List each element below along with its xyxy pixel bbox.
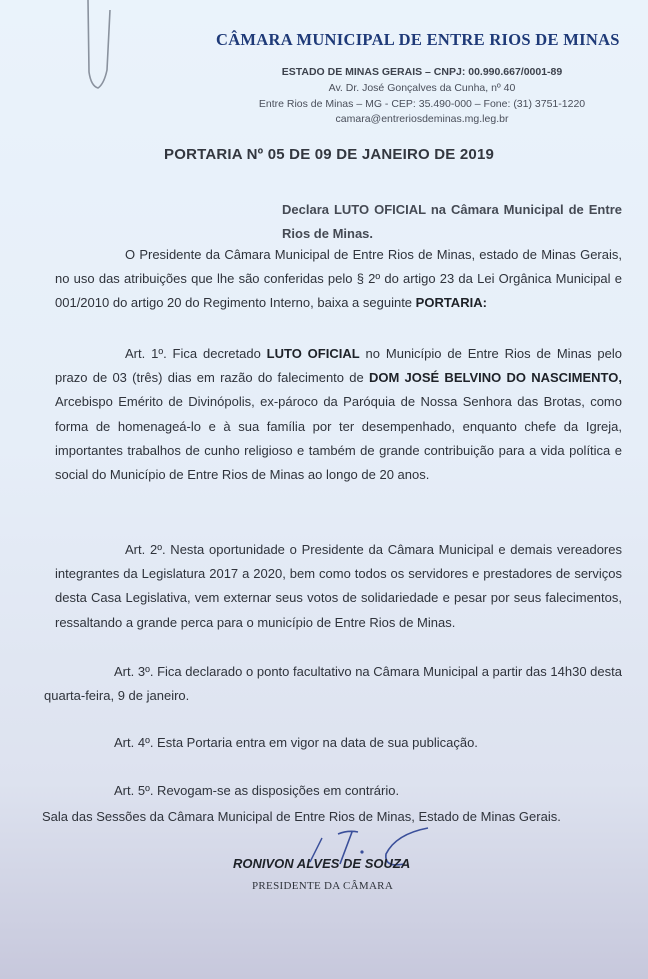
article-label: Art. 5º. [114, 783, 154, 798]
article-text: Revogam-se as disposições em contrário. [153, 783, 400, 798]
article-1 [55, 342, 622, 487]
article-label: Art. 1º. [125, 346, 167, 361]
article-text: Nesta oportunidade o Presidente da Câmara Municipal e demais vereadores integrantes da Legislatura 2017 a 2020, bem como todos os servidores e prestadores de serviços desta Casa Legislativa, vem externar seus votos de solidariedade e pesar por seus falecimentos, ressaltando a grande perca para o município de Entre Rios de Minas. [55, 542, 622, 630]
intro-bold: PORTARIA: [415, 295, 487, 311]
intro-text: O Presidente da Câmara Municipal de Entre Rios de Minas, estado de Minas Gerais, no uso das atribuições que lhe são conferidas pelo § 2º do artigo 23 da Lei Orgânica Municipal e 001/2010 do artigo 20 do Regimento Interno, baixa a seguinte [55, 247, 622, 311]
article-bold: DOM JOSÉ BELVINO DO NASCIMENTO, [368, 370, 622, 386]
organization-name: CÂMARA MUNICIPAL DE ENTRE RIOS DE MINAS [216, 30, 620, 49]
ementa: Declara LUTO OFICIAL na Câmara Municipal de Entre Rios de Minas. [282, 202, 622, 241]
closing-line: Sala das Sessões da Câmara Municipal de Entre Rios de Minas, Estado de Minas Gerais. [42, 809, 561, 824]
signatory-role: PRESIDENTE DA CÂMARA [252, 880, 394, 892]
article-text: no Município de Entre Rios de Minas pelo prazo de 03 (três) dias em razão do falecimento de [55, 346, 622, 386]
state-cnpj: ESTADO DE MINAS GERAIS – CNPJ: 00.990.667/0001-89 [281, 66, 563, 78]
article-2 [55, 538, 622, 635]
article-label: Art. 2º. [125, 542, 166, 557]
paper-clip-icon [84, 0, 112, 92]
article-label: Art. 4º. [114, 735, 154, 750]
article-text: Fica declarado o ponto facultativo na Câmara Municipal a partir das 14h30 desta quarta-feira, 9 de janeiro. [44, 664, 622, 704]
intro-paragraph [55, 243, 622, 316]
email: camara@entreriosdeminas.mg.leg.br [335, 113, 509, 125]
article-text: Fica decretado [166, 346, 267, 361]
city-phone: Entre Rios de Minas – MG - CEP: 35.490-000 – Fone: (31) 3751-1220 [258, 98, 586, 110]
article-label: Art. 3º. [114, 664, 154, 679]
article-bold: LUTO OFICIAL [266, 346, 360, 361]
document-title: PORTARIA Nº 05 DE 09 DE JANEIRO DE 2019 [164, 146, 495, 163]
address: Av. Dr. José Gonçalves da Cunha, nº 40 [328, 82, 516, 94]
article-text: Arcebispo Emérito de Divinópolis, ex-pároco da Paróquia de Nossa Senhora das Brotas, como forma de homenageá-lo e à sua família por ter desempenhado, enquanto chefe da Igreja, importantes trabalhos de cunho religioso e também de grande contribuição para a vida política e social do Município de Entre Rios de Minas ao longo de 20 anos. [55, 394, 622, 483]
article-3 [44, 660, 622, 708]
article-5 [44, 779, 611, 803]
article-4 [44, 731, 611, 755]
article-text: Esta Portaria entra em vigor na data de sua publicação. [153, 735, 478, 750]
signatory-name: RONIVON ALVES DE SOUZA [233, 856, 411, 871]
